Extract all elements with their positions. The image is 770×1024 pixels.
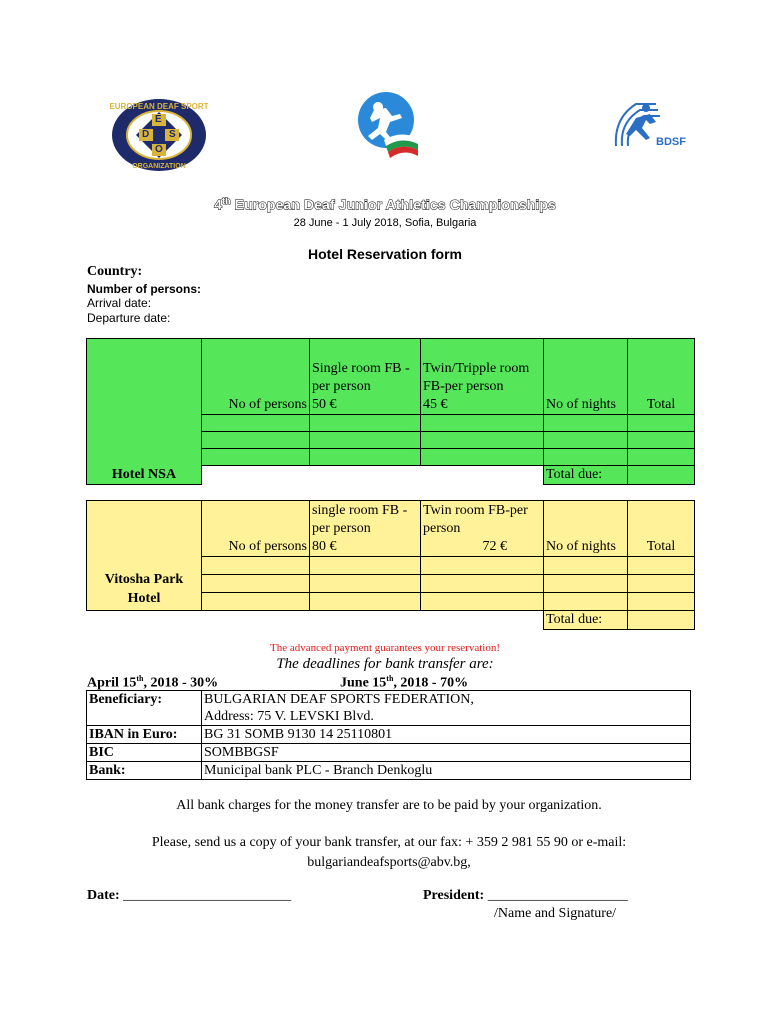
date-field[interactable] xyxy=(87,888,291,904)
vitosha-nights-cell[interactable] xyxy=(544,575,628,593)
president-label: President: xyxy=(423,888,485,903)
vitosha-persons-cell[interactable] xyxy=(202,557,310,575)
nsa-persons-cell[interactable] xyxy=(202,449,310,466)
vitosha-nights-cell[interactable] xyxy=(544,593,628,611)
departure-label: Departure date: xyxy=(87,311,171,325)
title-sup: th xyxy=(221,196,231,206)
hotel-nsa-name: Hotel NSA xyxy=(87,339,202,485)
president-signature-field[interactable] xyxy=(423,888,628,904)
nsa-nights-cell[interactable] xyxy=(544,432,628,449)
date-line: ________________________ xyxy=(123,888,292,903)
vitosha-col-twin: Twin room FB-per person 72 € xyxy=(421,501,544,557)
nsa-twin-cell[interactable] xyxy=(421,415,544,432)
hotel-vitosha-table xyxy=(86,500,695,630)
edso-letter-e: E xyxy=(155,114,162,125)
event-dates: 28 June - 1 July 2018, Sofia, Bulgaria xyxy=(293,217,477,229)
iban-label: IBAN in Euro: xyxy=(87,726,202,744)
svg-text:ORGANIZATION: ORGANIZATION xyxy=(132,163,186,170)
nsa-single-cell[interactable] xyxy=(310,432,421,449)
vitosha-single-price: 80 € xyxy=(312,539,337,554)
address-value: Address: 75 V. LEVSKI Blvd. xyxy=(204,709,374,724)
edso-letter-d: D xyxy=(142,129,150,140)
nsa-persons-cell[interactable] xyxy=(202,415,310,432)
vitosha-twin-price: 72 € xyxy=(482,539,507,554)
title-text: European Deaf Junior Athletics Championships xyxy=(230,196,556,213)
persons-label: Number of persons: xyxy=(87,282,202,296)
nsa-single-cell[interactable] xyxy=(310,415,421,432)
nsa-col-persons: No of persons xyxy=(202,339,310,415)
nsa-single-cell[interactable] xyxy=(310,449,421,466)
bank-value: Municipal bank PLC - Branch Denkoglu xyxy=(202,762,691,780)
bank-details-table xyxy=(86,690,691,780)
vitosha-twin-cell[interactable] xyxy=(421,575,544,593)
nsa-total-cell[interactable] xyxy=(628,432,695,449)
vitosha-col-persons: No of persons xyxy=(202,501,310,557)
nsa-persons-cell[interactable] xyxy=(202,432,310,449)
vitosha-single-cell[interactable] xyxy=(310,575,421,593)
form-title: Hotel Reservation form xyxy=(307,246,463,262)
payment-notice: The advanced payment guarantees your reservation! xyxy=(270,642,500,654)
nsa-twin-cell[interactable] xyxy=(421,432,544,449)
runner-flag-logo xyxy=(356,90,420,158)
deadlines-title: The deadlines for bank transfer are: xyxy=(276,656,494,672)
nsa-total-cell[interactable] xyxy=(628,449,695,466)
edso-letter-s: S xyxy=(169,129,176,140)
nsa-col-single: Single room FB - per person 50 € xyxy=(310,339,421,415)
edso-letter-o: O xyxy=(155,144,163,155)
nsa-col-twin: Twin/Tripple room FB-per person 45 € xyxy=(421,339,544,415)
vitosha-col-single: single room FB - per person 80 € xyxy=(310,501,421,557)
deadline-first: April 15th, 2018 - 30% xyxy=(87,674,219,691)
vitosha-twin-cell[interactable] xyxy=(421,593,544,611)
vitosha-single-cell[interactable] xyxy=(310,593,421,611)
nsa-col-nights: No of nights xyxy=(544,339,628,415)
vitosha-col-total: Total xyxy=(628,501,695,557)
bdsf-logo-text: BDSF xyxy=(656,136,686,148)
president-line: ____________________ xyxy=(487,888,628,903)
title-number: 4 xyxy=(214,196,222,213)
vitosha-total-cell[interactable] xyxy=(628,575,695,593)
signature-caption: /Name and Signature/ xyxy=(494,906,617,921)
nsa-col-total: Total xyxy=(628,339,695,415)
championship-title xyxy=(0,196,770,213)
hotel-vitosha-name: Vitosha Park Hotel xyxy=(87,501,202,611)
nsa-single-price: 50 € xyxy=(312,397,337,412)
vitosha-total-cell[interactable] xyxy=(628,557,695,575)
arrival-label: Arrival date: xyxy=(87,296,152,310)
vitosha-nights-cell[interactable] xyxy=(544,557,628,575)
nsa-nights-cell[interactable] xyxy=(544,449,628,466)
bank-label: Bank: xyxy=(87,762,202,780)
vitosha-single-cell[interactable] xyxy=(310,557,421,575)
date-label: Date: xyxy=(87,888,120,903)
send-copy-note: Please, send us a copy of your bank transfer, at our fax: + 359 2 981 55 90 or e-mail: xyxy=(151,835,627,850)
bank-charges-note: All bank charges for the money transfer are to be paid by your organization. xyxy=(176,798,602,813)
edso-logo xyxy=(110,98,208,172)
deadline-second: June 15th, 2018 - 70% xyxy=(340,674,469,691)
vitosha-persons-cell[interactable] xyxy=(202,575,310,593)
bic-label: BIC xyxy=(87,744,202,762)
nsa-nights-cell[interactable] xyxy=(544,415,628,432)
vitosha-persons-cell[interactable] xyxy=(202,593,310,611)
vitosha-twin-cell[interactable] xyxy=(421,557,544,575)
bic-value: SOMBBGSF xyxy=(202,744,691,762)
vitosha-total-cell[interactable] xyxy=(628,593,695,611)
nsa-twin-cell[interactable] xyxy=(421,449,544,466)
beneficiary-value: BULGARIAN DEAF SPORTS FEDERATION, Address: 75 V. LEVSKI Blvd. xyxy=(202,691,691,726)
vitosha-total-due-cell[interactable] xyxy=(628,611,695,630)
country-label: Country: xyxy=(87,264,143,279)
nsa-twin-price: 45 € xyxy=(423,397,448,412)
svg-text:EUROPEAN DEAF SPORT: EUROPEAN DEAF SPORT xyxy=(110,102,208,111)
vitosha-total-due-label: Total due: xyxy=(544,611,628,630)
nsa-total-due-cell[interactable] xyxy=(628,466,695,485)
nsa-total-cell[interactable] xyxy=(628,415,695,432)
vitosha-col-nights: No of nights xyxy=(544,501,628,557)
contact-email: bulgariandeafsports@abv.bg, xyxy=(307,855,471,870)
beneficiary-label: Beneficiary: xyxy=(87,691,202,726)
hotel-nsa-table xyxy=(86,338,695,485)
bdsf-logo xyxy=(606,98,692,152)
iban-value: BG 31 SOMB 9130 14 25110801 xyxy=(202,726,691,744)
nsa-total-due-label: Total due: xyxy=(544,466,628,485)
